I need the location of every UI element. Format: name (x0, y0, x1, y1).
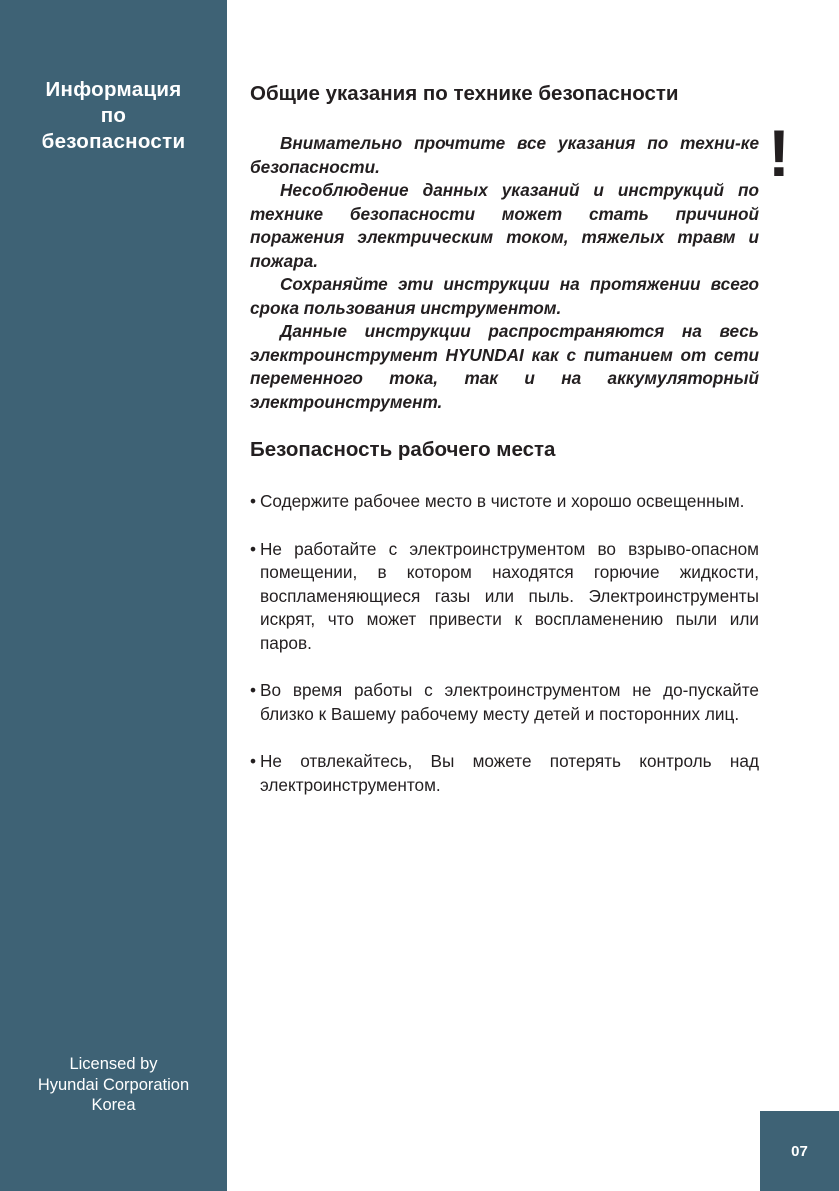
sidebar-title-line: Информация (45, 78, 182, 101)
paragraph: Внимательно прочтите все указания по техни-ке безопасности. (250, 133, 759, 177)
section-heading-workplace-safety: Безопасность рабочего места (250, 438, 556, 461)
sidebar-title-line: по (100, 104, 127, 127)
license-line: Korea (91, 1096, 136, 1114)
warning-exclamation-icon: ! (768, 116, 790, 190)
paragraph: Сохраняйте эти инструкции на протяжении всего срока пользования инструментом. (250, 274, 759, 318)
list-item (250, 750, 759, 797)
general-safety-text (250, 132, 759, 414)
list-item-text: Не отвлекайтесь, Вы можете потерять контроль над электроинструментом. (260, 751, 759, 795)
paragraph: Данные инструкции распространяются на весь электроинструмент HYUNDAI как с питанием от сети переменного тока, так и на аккумуляторный электроинструмент. (250, 321, 759, 412)
list-item-text: Содержите рабочее место в чистоте и хорошо освещенным. (260, 491, 745, 511)
bullet-icon: • (250, 680, 257, 700)
list-item-text: Во время работы с электроинструментом не до-пускайте близко к Вашему рабочему месту детей и посторонних лиц. (260, 680, 759, 724)
sidebar-title (0, 77, 227, 155)
list-item (250, 490, 759, 514)
workplace-safety-list (250, 490, 759, 821)
license-note (0, 1054, 227, 1116)
sidebar (0, 0, 227, 1191)
license-line: Hyundai Corporation (37, 1075, 190, 1094)
list-item (250, 538, 759, 656)
bullet-icon: • (250, 538, 257, 559)
section-heading-general-safety: Общие указания по технике безопасности (250, 82, 679, 105)
list-item-text: Не работайте с электроинструментом во взрыво-опасном помещении, в котором находятся горючие жидкости, воспламеняющиеся газы или пыль. Электроинструменты искрят, что может привести к воспламенению пыли или паров. (260, 538, 759, 653)
page-number: 07 (760, 1111, 839, 1191)
list-item (250, 679, 759, 726)
paragraph: Несоблюдение данных указаний и инструкций по технике безопасности может стать причиной поражения электрическим током, тяжелых травм и пожара. (250, 180, 759, 271)
sidebar-title-line: безопасности (41, 130, 186, 153)
bullet-icon: • (250, 751, 257, 771)
license-line: Licensed by (69, 1055, 158, 1073)
bullet-icon: • (250, 491, 257, 511)
